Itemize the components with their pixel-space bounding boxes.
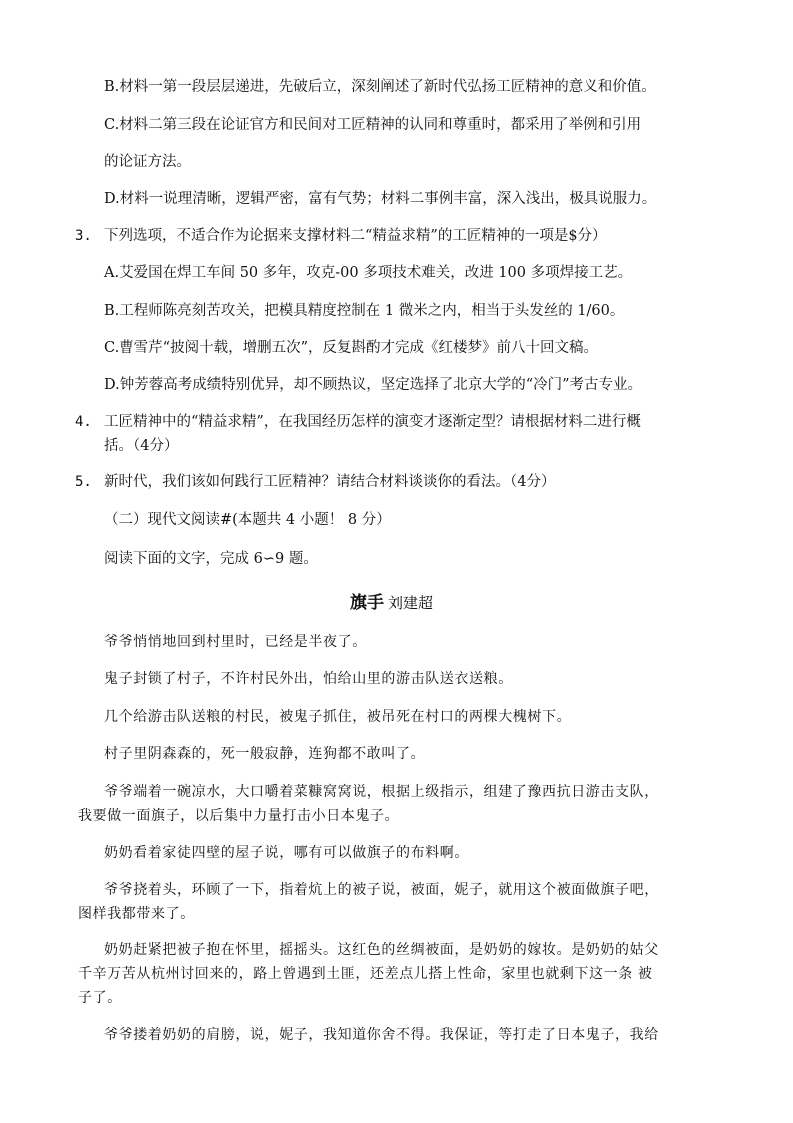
q4-text-line2: 括。（4分） [104,438,179,454]
q3-option-a: A.艾爱国在焊工车间 50 多年，攻克-00 多项技术难关，改进 100 多项焊接工艺。 [104,265,633,281]
story-title [350,592,433,614]
q2-option-b: B.材料一第一段层层递进，先破后立，深刻阐述了新时代弘扬工匠精神的意义和价值。 [104,79,656,95]
q2-option-d: D.材料一说理清晰，逻辑严密，富有气势；材料二事例丰富，深入浅出，极具说服力。 [104,191,657,207]
story-author: 刘建超 [388,594,434,612]
story-paragraph-2: 鬼子封锁了村子，不许村民外出，怕给山里的游击队送衣送粮。 [104,671,513,687]
q3-number: 3. [75,228,92,244]
q4-number: 4. [75,414,92,430]
story-paragraph-7-line2: 图样我都带来了。 [78,906,195,922]
story-paragraph-4: 村子里阴森森的，死一般寂静，连狗都不敢叫了。 [104,746,426,762]
story-paragraph-5-line2: 我要做一面旗子，以后集中力量打击小日本鬼子。 [78,808,400,824]
q3-stem: 下列选项，不适合作为论据来支撑材料二“精益求精”的工匠精神的一项是$分） [104,228,607,244]
story-paragraph-6: 奶奶看着家徒四壁的屋子说，哪有可以做旗子的布料啊。 [104,845,469,861]
story-paragraph-5-line1: 爷爷端着一碗凉水，大口嚼着菜糠窝窝说，根据上级指示，组建了豫西抗日游击支队， [104,784,659,800]
q5-text: 新时代，我们该如何践行工匠精神？请结合材料谈谈你的看法。（4分） [104,474,556,490]
q3-option-c: C.曹雪芹“披阅十载，增删五次”，反复斟酌才完成《红楼梦》前八十回文稿。 [104,340,599,356]
q4-text-line1: 工匠精神中的“精益求精”，在我国经历怎样的演变才逐渐定型？请根据材料二进行概 [104,414,641,430]
story-paragraph-1: 爷爷悄悄地回到村里时，已经是半夜了。 [104,634,367,650]
section2-heading: （二）现代文阅读#(本题共 4 小题！ 8 分） [104,512,391,528]
story-paragraph-3: 几个给游击队送粮的村民，被鬼子抓住，被吊死在村口的两棵大槐树下。 [104,709,572,725]
section2-instruction: 阅读下面的文字，完成 6∽9 题。 [104,551,318,567]
story-paragraph-8-line2: 千辛万苦从杭州讨回来的，路上曾遇到土匪，还差点儿搭上性命，家里也就剩下这一条 被 [78,966,653,982]
story-paragraph-7-line1: 爷爷挠着头，环顾了一下，指着炕上的被子说，被面，妮子，就用这个被面做旗子吧， [104,882,659,898]
story-paragraph-8-line1: 奶奶赶紧把被子抱在怀里，摇摇头。这红色的丝绸被面，是奶奶的嫁妆。是奶奶的姑父 [104,942,659,958]
q2-option-c-line1: C.材料二第三段在论证官方和民间对工匠精神的认同和尊重时，都采用了举例和引用 [104,117,642,133]
q5-number: 5. [75,474,92,490]
story-title-text: 旗手 [350,593,384,613]
q3-option-d: D.钟芳蓉高考成绩特别优异，却不顾热议，坚定选择了北京大学的“冷门”考古专业。 [104,377,643,393]
q3-option-b: B.工程师陈亮刻苦攻关，把模具精度控制在 1 微米之内，相当于头发丝的 1/60。 [104,303,625,319]
q2-option-c-line2: 的论证方法。 [104,154,191,170]
story-paragraph-8-line3: 子了。 [78,990,122,1006]
story-paragraph-9-line1: 爷爷搂着奶奶的肩膀，说，妮子，我知道你舍不得。我保证，等打走了日本鬼子，我给 [104,1027,659,1043]
